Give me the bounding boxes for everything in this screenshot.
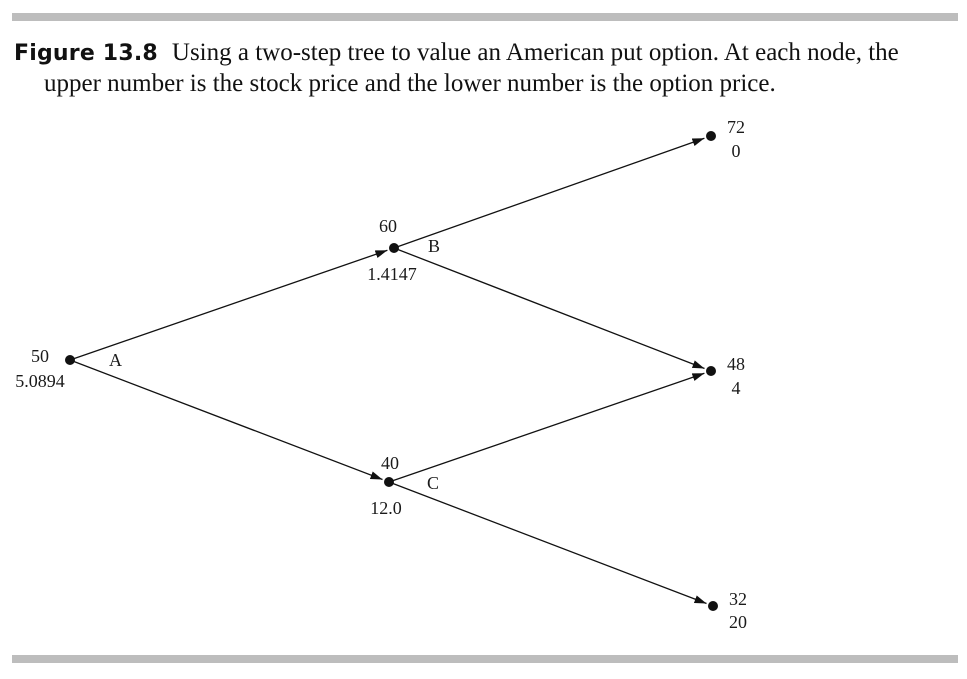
node-a-name: A bbox=[109, 350, 122, 370]
node-b-stock: 60 bbox=[379, 216, 397, 236]
node-uu-option: 0 bbox=[731, 141, 741, 161]
caption-line-2: upper number is the stock price and the lower number is the option price. bbox=[44, 70, 776, 97]
tree-edges bbox=[70, 138, 707, 603]
node-b-dot bbox=[389, 243, 399, 253]
node-uu-dot bbox=[706, 131, 716, 141]
node-c-dot bbox=[384, 477, 394, 487]
node-dd-stock: 32 bbox=[729, 589, 747, 609]
node-a-stock: 50 bbox=[31, 346, 49, 366]
edge-c-ud bbox=[389, 373, 704, 482]
edge-b-uu bbox=[394, 138, 704, 248]
caption-line-1: Using a two-step tree to value an American put option. At each node, the bbox=[171, 39, 899, 66]
node-dd-option: 20 bbox=[729, 612, 747, 632]
node-uu-stock: 72 bbox=[727, 117, 745, 137]
edge-c-dd bbox=[389, 482, 707, 604]
node-c-stock: 40 bbox=[381, 453, 399, 473]
node-ud-stock: 48 bbox=[727, 354, 745, 374]
node-ud-dot bbox=[706, 366, 716, 376]
tree-labels bbox=[15, 117, 747, 632]
node-dd-dot bbox=[708, 601, 718, 611]
node-b-name: B bbox=[428, 236, 441, 256]
node-a-dot bbox=[65, 355, 75, 365]
node-b-option: 1.4147 bbox=[367, 264, 417, 284]
figure-label: Figure 13.8 bbox=[14, 41, 158, 66]
node-c-name: C bbox=[427, 473, 440, 493]
bottom-rule bbox=[12, 655, 958, 663]
edge-a-b bbox=[70, 250, 387, 360]
tree-nodes bbox=[65, 131, 718, 611]
node-a-option: 5.0894 bbox=[15, 371, 65, 391]
edge-a-c bbox=[70, 360, 383, 480]
edge-b-ud bbox=[394, 248, 705, 369]
node-ud-option: 4 bbox=[731, 378, 741, 398]
node-c-option: 12.0 bbox=[370, 498, 402, 518]
